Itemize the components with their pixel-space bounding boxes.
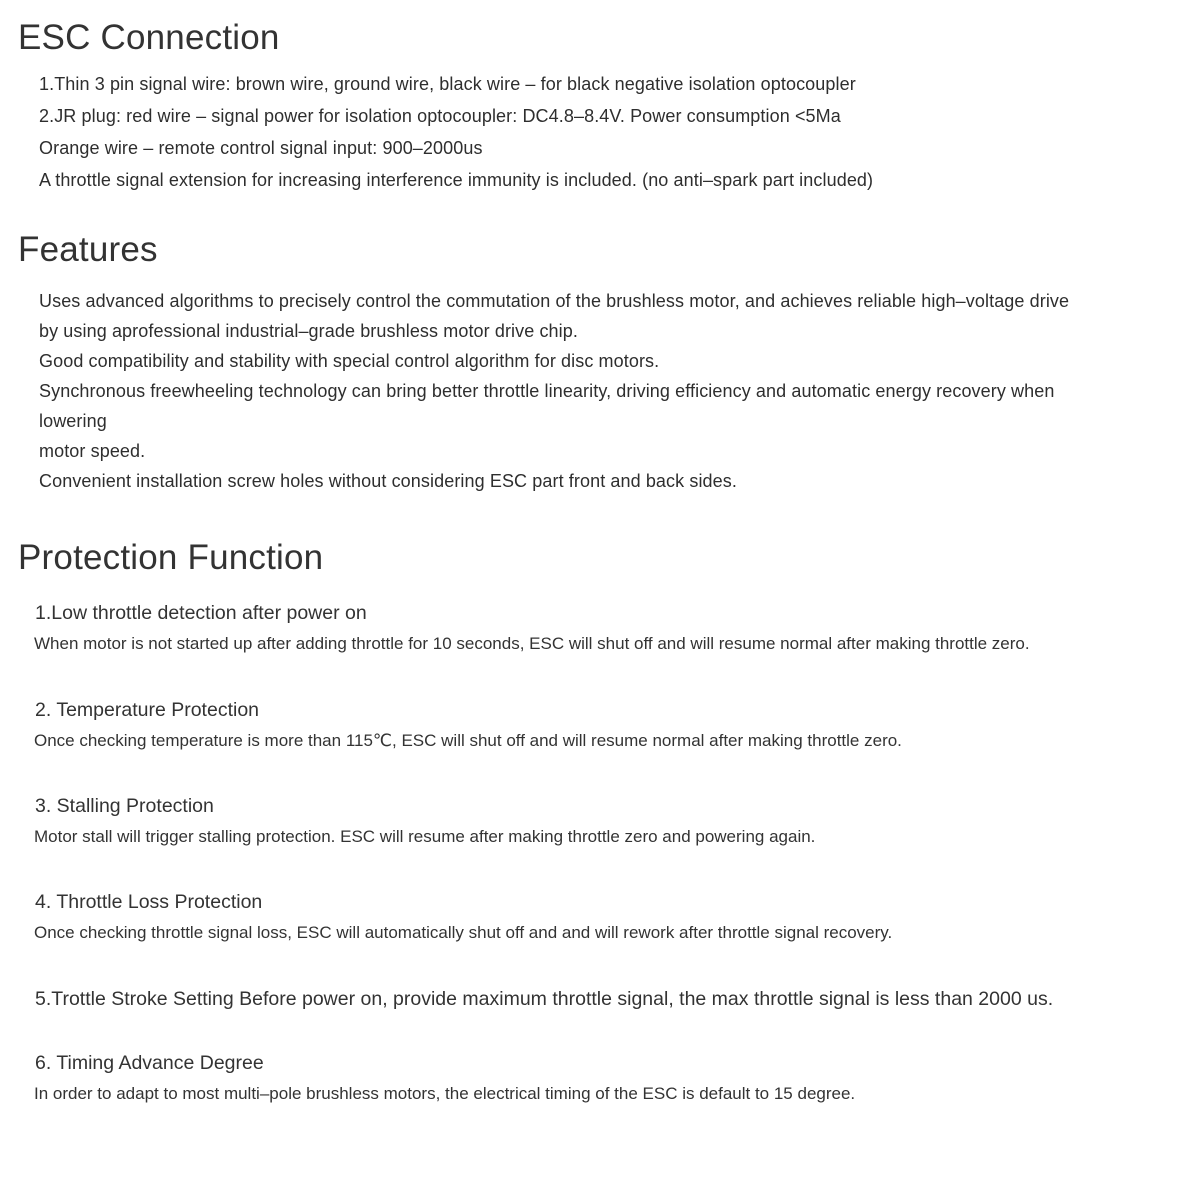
- protection-item-2-heading: 2. Temperature Protection: [35, 699, 260, 721]
- protection-item-5-text: 5.Trottle Stroke Setting Before power on, provide maximum throttle signal, the max throttle signal is less than 2000 us.: [35, 988, 1054, 1010]
- protection-item-2-text: Once checking temperature is more than 115℃, ESC will shut off and will resume normal after making throttle zero.: [34, 731, 902, 750]
- esc-connection-title: ESC Connection: [18, 18, 280, 57]
- esc-line-1: 1.Thin 3 pin signal wire: brown wire, ground wire, black wire – for black negative isolation optocoupler: [39, 74, 856, 94]
- protection-item-3-heading: 3. Stalling Protection: [35, 795, 214, 817]
- protection-item-6-text: In order to adapt to most multi–pole brushless motors, the electrical timing of the ESC is default to 15 degree.: [34, 1084, 856, 1103]
- features-line-7: Convenient installation screw holes without considering ESC part front and back sides.: [39, 471, 737, 491]
- features-line-4: Synchronous freewheeling technology can bring better throttle linearity, driving efficiency and automatic energy recovery when: [39, 381, 1055, 401]
- protection-item-4-heading: 4. Throttle Loss Protection: [35, 891, 263, 913]
- features-title: Features: [18, 230, 158, 269]
- protection-item-3-text: Motor stall will trigger stalling protection. ESC will resume after making throttle zero and powering again.: [34, 827, 816, 846]
- protection-item-4-text: Once checking throttle signal loss, ESC will automatically shut off and and will rework after throttle signal recovery.: [34, 923, 893, 942]
- features-line-2: by using aprofessional industrial–grade brushless motor drive chip.: [39, 321, 578, 341]
- esc-line-3: Orange wire – remote control signal input: 900–2000us: [39, 138, 483, 158]
- protection-item-6-heading: 6. Timing Advance Degree: [35, 1052, 264, 1074]
- protection-title: Protection Function: [18, 538, 324, 577]
- features-line-6: motor speed.: [39, 441, 146, 461]
- protection-item-1-heading: 1.Low throttle detection after power on: [35, 602, 367, 624]
- features-line-3: Good compatibility and stability with special control algorithm for disc motors.: [39, 351, 660, 371]
- esc-line-2: 2.JR plug: red wire – signal power for isolation optocoupler: DC4.8–8.4V. Power consumption <5Ma: [39, 106, 841, 126]
- esc-line-4: A throttle signal extension for increasing interference immunity is included. (no anti–spark part included): [39, 170, 874, 190]
- features-line-5: lowering: [39, 411, 107, 431]
- features-line-1: Uses advanced algorithms to precisely control the commutation of the brushless motor, and achieves reliable high–voltage drive: [39, 291, 1070, 311]
- protection-item-1-text: When motor is not started up after adding throttle for 10 seconds, ESC will shut off and will resume normal after making throttle zero.: [34, 634, 1030, 653]
